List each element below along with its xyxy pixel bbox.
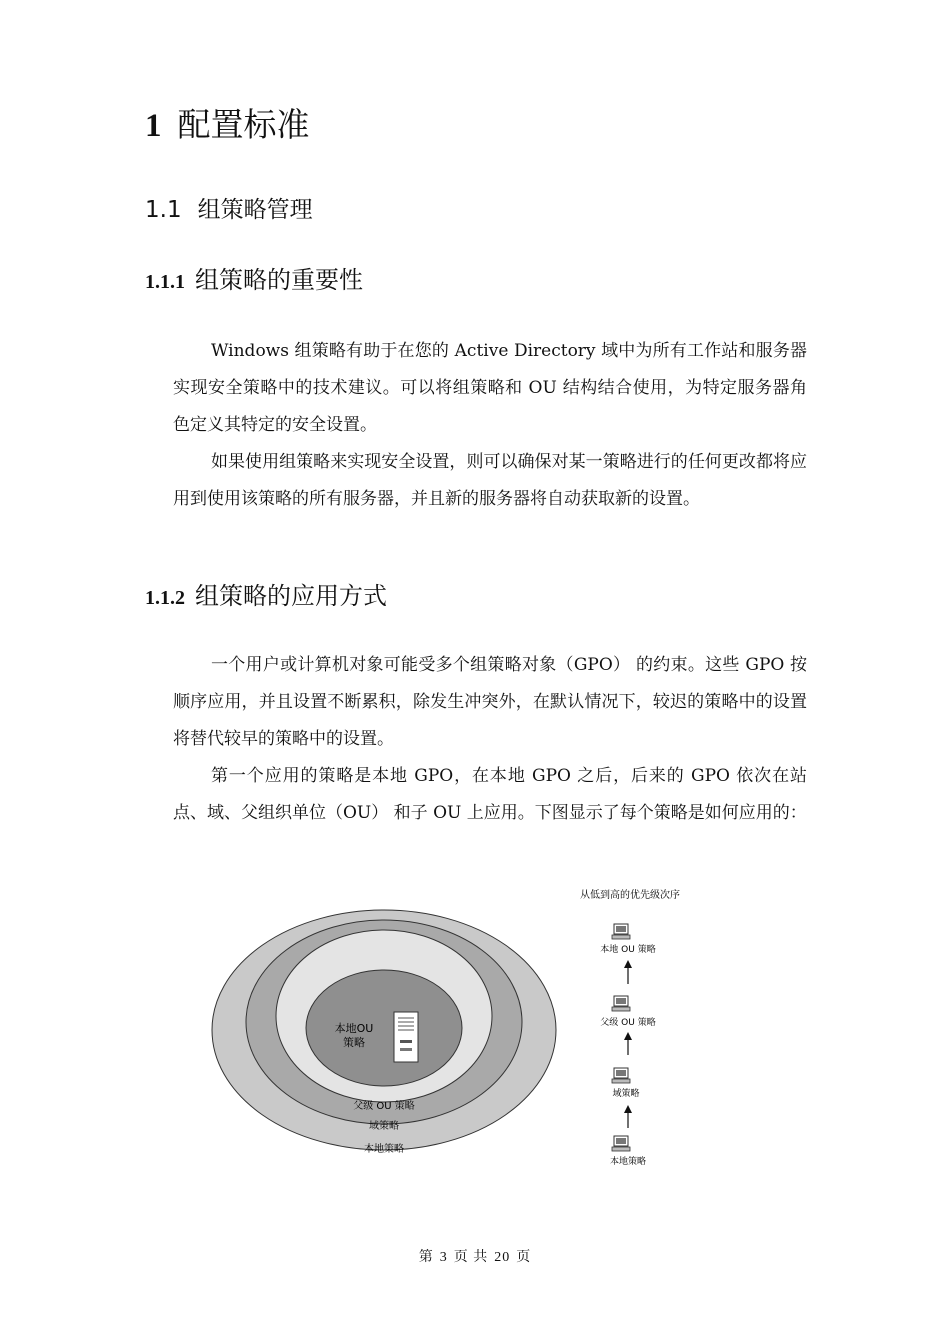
arrow-up-icon-2 [624, 1032, 632, 1055]
heading-level-1 [145, 103, 310, 148]
arrow-up-icon-3 [624, 1105, 632, 1128]
section-1-number: 1.1.1 [145, 271, 185, 293]
order-item-1: 本地 OU 策略 [600, 945, 656, 955]
page-footer [0, 1246, 950, 1266]
server-icon [394, 1012, 418, 1062]
local-ou-policy-core [306, 970, 462, 1086]
order-title: 从低到高的优先级次序 [580, 890, 680, 901]
footer-middle: 页 共 [453, 1250, 489, 1265]
computer-icon-2 [612, 996, 630, 1011]
paragraph-importance-2: 如果使用组策略来实现安全设置，则可以确保对某一策略进行的任何更改都将应用到使用该策略的所有服务器，并且新的服务器将自动获取新的设置。 [173, 452, 807, 509]
computer-icon-1 [612, 924, 630, 939]
paragraph-application-2: 第一个应用的策略是本地 GPO，在本地 GPO 之后，后来的 GPO 依次在站点、域、父组织单位（OU） 和子 OU 上应用。下图显示了每个策略是如何应用的： [173, 766, 807, 823]
section-2-title: 组策略的应用方式 [195, 582, 387, 610]
heading-1-number: 1 [145, 108, 162, 144]
parent-ou-label: 父级 OU 策略 [353, 1101, 415, 1112]
heading-2-title: 组策略管理 [197, 197, 313, 223]
arrow-up-icon-1 [624, 960, 632, 984]
footer-suffix: 页 [516, 1250, 532, 1265]
core-label-line1: 本地OU [334, 1022, 374, 1035]
order-item-2: 父级 OU 策略 [600, 1018, 656, 1028]
section-1-title: 组策略的重要性 [195, 266, 363, 294]
local-label: 本地策略 [364, 1144, 404, 1155]
footer-total-pages: 20 [494, 1250, 511, 1265]
computer-icon-4 [612, 1136, 630, 1151]
heading-2-number: 1.1 [145, 197, 182, 223]
order-item-4: 本地策略 [609, 1157, 647, 1167]
section-2-number: 1.1.2 [145, 587, 185, 609]
paragraph-application-1: 一个用户或计算机对象可能受多个组策略对象（GPO） 的约束。这些 GPO 按顺序应用，并且设置不断累积，除发生冲突外，在默认情况下，较迟的策略中的设置将替代较早的策略中的设置。 [173, 655, 807, 749]
heading-level-2 [145, 194, 313, 226]
order-item-3: 域策略 [612, 1089, 640, 1099]
footer-page-number: 3 [439, 1250, 448, 1265]
heading-section-1 [145, 264, 363, 298]
core-label-line2: 策略 [343, 1036, 365, 1049]
footer-prefix: 第 [418, 1250, 434, 1265]
paragraph-importance-1: Windows 组策略有助于在您的 Active Directory 域中为所有工作站和服务器实现安全策略中的技术建议。可以将组策略和 OU 结构结合使用，为特定服务器角色定义其特定的安全设置。 [173, 341, 807, 435]
gpo-diagram [210, 880, 710, 1180]
heading-1-title: 配置标准 [177, 105, 310, 144]
computer-icon-3 [612, 1068, 630, 1083]
gpo-application-figure [210, 880, 710, 1180]
heading-section-2 [145, 580, 387, 614]
domain-label: 域策略 [369, 1121, 399, 1132]
